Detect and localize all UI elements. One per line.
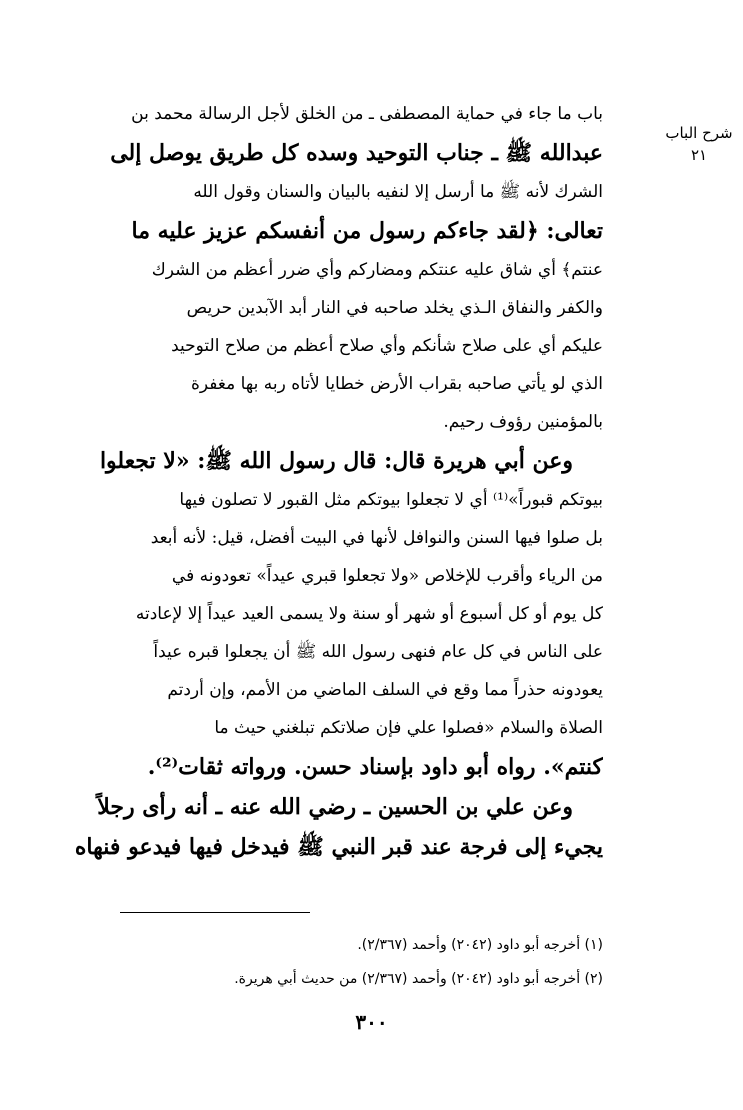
margin-note	[663, 122, 735, 166]
text-line: وعن أبي هريرة قال: قال رسول الله ﷺ: «لا تجعلوا	[99, 448, 573, 474]
text-line: على الناس في كل عام فنهى رسول الله ﷺ أن يجعلوا قبره عيداً	[153, 642, 603, 662]
text-line: عنتم﴾ أي شاق عليه عنتكم ومضاركم وأي ضرر أعظم من الشرك	[151, 260, 603, 280]
text-line: كنتم». رواه أبو داود بإسناد حسن. ورواته ثقات⁽²⁾.	[147, 754, 603, 780]
text-line: الشرك لأنه ﷺ ما أرسل إلا لنفيه بالبيان والسنان وقول الله	[193, 182, 603, 202]
text-line: من الرياء وأقرب للإخلاص «ولا تجعلوا قبري عيداً» تعودونه في	[171, 566, 603, 586]
footnotes	[60, 928, 603, 996]
text-line: كل يوم أو كل أسبوع أو شهر أو سنة ولا يسمى العيد عيداً إلا لإعادته	[135, 604, 603, 624]
text-line: باب ما جاء في حماية المصطفى ـ من الخلق لأجل الرسالة محمد بن	[131, 104, 603, 124]
footnote-item: (١) أخرجه أبو داود (٢٠٤٢) وأحمد (٢/٣٦٧).	[357, 937, 603, 953]
text-line: بل صلوا فيها السنن والنوافل لأنها في البيت أفضل، قيل: لأنه أبعد	[150, 528, 603, 548]
text-line: وعن علي بن الحسين ـ رضي الله عنه ـ أنه رأى رجلاً	[97, 794, 573, 820]
text-line: يعودونه حذراً مما وقع في السلف الماضي من الأمم، وإن أردتم	[167, 680, 603, 700]
page-number: ٣٠٠	[355, 1010, 388, 1034]
margin-note-number: ٢١	[690, 146, 708, 164]
text-line: بيوتكم قبوراً»⁽¹⁾ أي لا تجعلوا بيوتكم مثل القبور لا تصلون فيها	[179, 490, 603, 510]
text-line: تعالى: ﴿لقد جاءكم رسول من أنفسكم عزيز عليه ما	[131, 218, 603, 244]
text-line: والكفر والنفاق الـذي يخلد صاحبه في النار أبد الآبدين حريص	[186, 298, 603, 318]
text-line: عبدالله ﷺ ـ جناب التوحيد وسده كل طريق يوصل إلى	[110, 140, 603, 166]
margin-note-label: شرح الباب	[665, 124, 733, 142]
main-text	[20, 95, 603, 867]
text-line: عليكم أي على صلاح شأنكم وأي صلاح أعظم من صلاح التوحيد	[171, 336, 603, 356]
text-line: الذي لو يأتي صاحبه بقراب الأرض خطايا لأتاه ربه بها مغفرة	[191, 374, 603, 394]
footnote-divider	[120, 912, 310, 913]
text-line: يجيء إلى فرجة عند قبر النبي ﷺ فيدخل فيها فيدعو فنهاه	[74, 834, 603, 860]
text-line: الصلاة والسلام «فصلوا علي فإن صلاتكم تبلغني حيث ما	[214, 718, 603, 738]
text-line: بالمؤمنين رؤوف رحيم.	[443, 412, 603, 432]
footnote-item: (٢) أخرجه أبو داود (٢٠٤٢) وأحمد (٢/٣٦٧) من حديث أبي هريرة.	[234, 971, 603, 987]
